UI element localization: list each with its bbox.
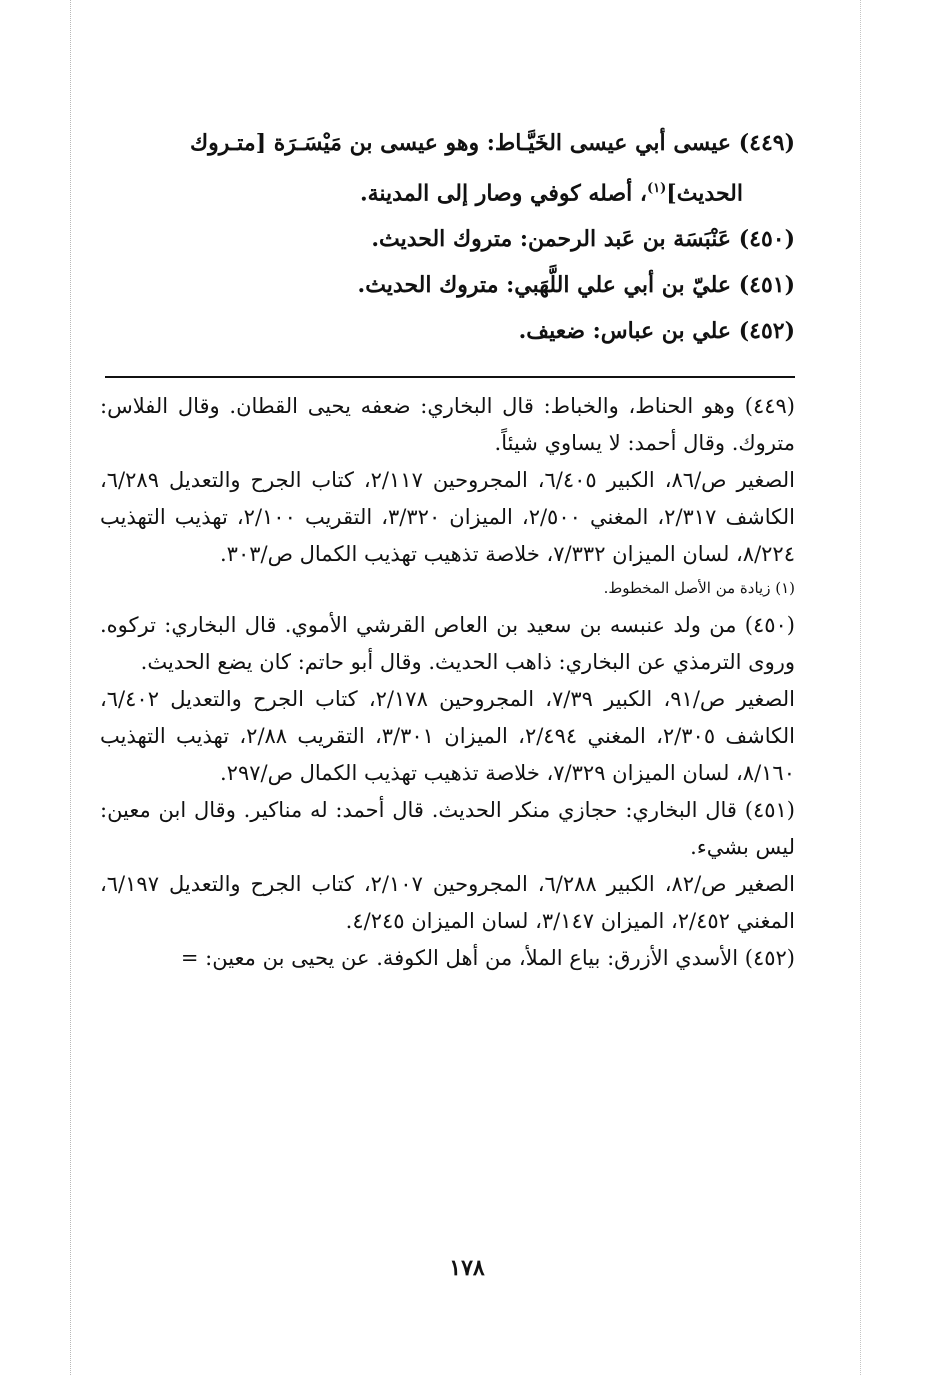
entry-451	[100, 262, 795, 308]
entry-449-line1: (٤٤٩) عيسى أبي عيسى الخَيَّـاط: وهو عيسى بن مَيْسَـرَة [متـروك	[189, 130, 795, 156]
entry-452	[100, 308, 795, 354]
entry-449-continuation	[100, 166, 795, 216]
entry-450	[100, 216, 795, 262]
note-449-text: (٤٤٩) وهو الحناط، والخباط: قال البخاري: ضعفه يحيى القطان. وقال الفلاس: متروك. وقال أحمد: لا يساوي شيئاً.	[100, 394, 795, 456]
entry-450-line1: (٤٥٠) عَنْبَسَة بن عَبد الرحمن: متروك الحديث.	[371, 226, 795, 253]
scan-margin-left	[70, 0, 85, 1375]
note-449-sources: الصغير ص/٨٦، الكبير ٦/٤٠٥، المجروحين ٢/١١٧، كتاب الجرح والتعديل ٦/٢٨٩، الكاشف ٢/٣١٧، المغني ٢/٥٠٠، الميزان ٣/٣٢٠، التقريب ٢/١٠٠، تهذيب التهذيب ٨/٢٢٤، لسان الميزان ٧/٣٣٢، خلاصة تذهيب تهذيب الكمال ص/٣٠٣.	[100, 468, 796, 567]
entry-449-line2: الحديث]	[666, 180, 743, 207]
note-451-sources: الصغير ص/٨٢، الكبير ٦/٢٨٨، المجروحين ٢/١٠٧، كتاب الجرح والتعديل ٦/١٩٧، المغني ٢/٤٥٢، الميزان ٣/١٤٧، لسان الميزان ٤/٢٤٥.	[100, 872, 795, 934]
scan-margin-right	[860, 0, 871, 1375]
entry-452-line1: (٤٥٢) علي بن عباس: ضعيف.	[518, 318, 795, 345]
note-451-text: (٤٥١) قال البخاري: حجازي منكر الحديث. قال أحمد: له مناكير. وقال ابن معين: ليس بشيء.	[100, 798, 795, 860]
entry-449	[100, 120, 795, 166]
note-452-text: (٤٥٢) الأسدي الأزرق: بياع الملأ، من أهل الكوفة. عن يحيى بن معين: =	[180, 946, 795, 971]
page-content	[100, 120, 795, 977]
entry-451-line1: (٤٥١) عليّ بن أبي علي اللَّهَبي: متروك الحديث.	[357, 272, 795, 299]
main-entries	[100, 120, 795, 354]
footnote-marker: (١)	[647, 181, 667, 196]
footnotes-section	[100, 388, 795, 977]
footnote-divider	[105, 376, 795, 378]
entry-449-line2-rest: ، أصله كوفي وصار إلى المدينة.	[359, 180, 647, 207]
footnote-1: (١) زيادة من الأصل المخطوط.	[603, 579, 795, 598]
note-450-sources: الصغير ص/٩١، الكبير ٧/٣٩، المجروحين ٢/١٧٨، كتاب الجرح والتعديل ٦/٤٠٢، الكاشف ٢/٣٠٥، المغني ٢/٤٩٤، الميزان ٣/٣٠١، التقريب ٢/٨٨، تهذيب التهذيب ٨/١٦٠، لسان الميزان ٧/٣٢٩، خلاصة تذهيب تهذيب الكمال ص/٢٩٧.	[100, 687, 795, 786]
note-450-text: (٤٥٠) من ولد عنبسه بن سعيد بن العاص القرشي الأموي. قال البخاري: تركوه. وروى الترمذي عن البخاري: ذاهب الحديث. وقال أبو حاتم: كان يضع الحديث.	[100, 613, 795, 675]
page-number: ١٧٨	[449, 1255, 485, 1281]
